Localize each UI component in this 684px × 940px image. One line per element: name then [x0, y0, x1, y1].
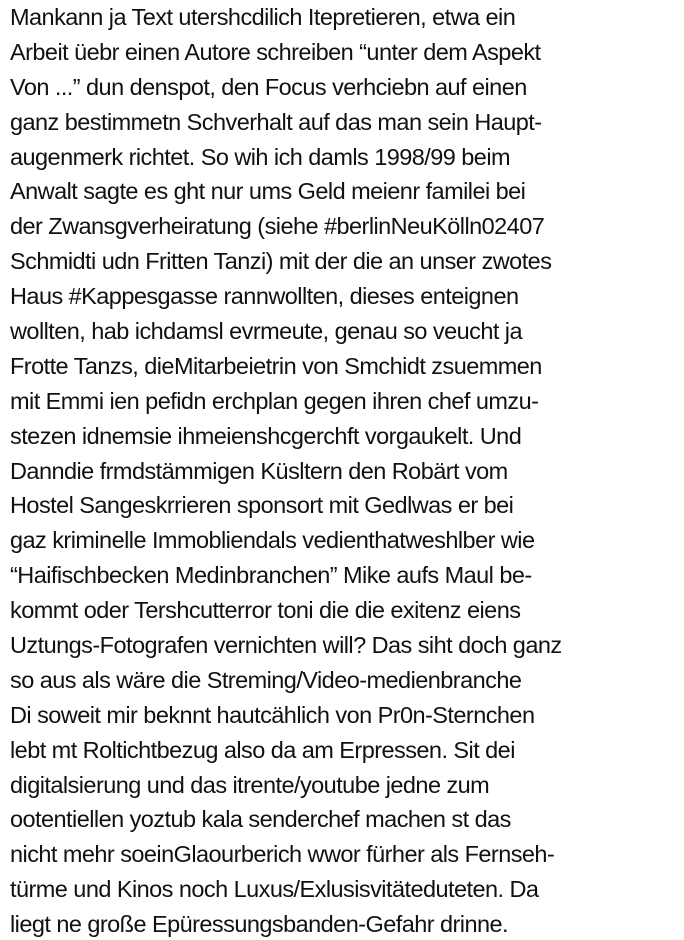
text-line: Uztungs-Fotografen vernichten will? Das siht doch ganz — [10, 632, 562, 659]
text-line: wollten, hab ichdamsl evrmeute, genau so veucht ja — [10, 318, 523, 345]
text-line: so aus als wäre die Streming/Video-medienbranche — [10, 666, 522, 693]
text-line: lebt mt Roltichtbezug also da am Erpressen. Sit dei — [10, 736, 515, 763]
text-line: Frotte Tanzs, dieMitarbeietrin von Smchidt zsuemmen — [10, 352, 542, 379]
text-line: kommt oder Tershcutterror toni die die exitenz eiens — [10, 597, 521, 624]
text-line: augenmerk richtet. So wih ich damls 1998/99 beim — [10, 143, 511, 170]
text-line: türme und Kinos noch Luxus/Exlusisvitäteduteten. Da — [10, 876, 539, 903]
text-line: der Zwansgverheiratung (siehe #berlinNeuKölln02407 — [10, 213, 545, 240]
text-line: Di soweit mir beknnt hautcählich von Pr0n-Sternchen — [10, 701, 535, 728]
document-page — [10, 0, 680, 940]
text-line: nicht mehr soeinGlaourberich wwor fürher als Fernseh- — [10, 841, 555, 868]
text-line: ganz bestimmetn Schverhalt auf das man sein Haupt- — [10, 108, 542, 135]
text-line: Mankann ja Text utershcdilich Itepretieren, etwa ein — [10, 4, 516, 30]
text-line: mit Emmi ien pefidn erchplan gegen ihren chef umzu- — [10, 387, 539, 414]
text-line: ootentiellen yoztub kala senderchef machen st das — [10, 806, 511, 833]
text-line: “Haifischbecken Medinbranchen” Mike aufs Maul be- — [10, 562, 532, 589]
text-line: Danndie frmdstämmigen Küsltern den Robärt vom — [10, 457, 508, 484]
text-line: stezen idnemsie ihmeienshcgerchft vorgaukelt. Und — [10, 422, 522, 449]
text-line: liegt ne große Epüressungsbanden-Gefahr drinne. — [10, 911, 509, 938]
text-line: Schmidti udn Fritten Tanzi) mit der die an unser zwotes — [10, 248, 552, 275]
text-line: Haus #Kappesgasse rannwollten, dieses enteignen — [10, 283, 519, 310]
text-line: Von ...” dun denspot, den Focus verhciebn auf einen — [10, 73, 527, 100]
text-line: Anwalt sagte es ght nur ums Geld meienr familei bei — [10, 178, 526, 205]
text-line: Hostel Sangeskrrieren sponsort mit Gedlwas er bei — [10, 492, 514, 519]
text-line: digitalsierung und das itrente/youtube jedne zum — [10, 771, 490, 798]
text-line: gaz kriminelle Immobliendals vedienthatweshlber wie — [10, 527, 535, 554]
text-line: Arbeit üebr einen Autore schreiben “unter dem Aspekt — [10, 38, 541, 65]
